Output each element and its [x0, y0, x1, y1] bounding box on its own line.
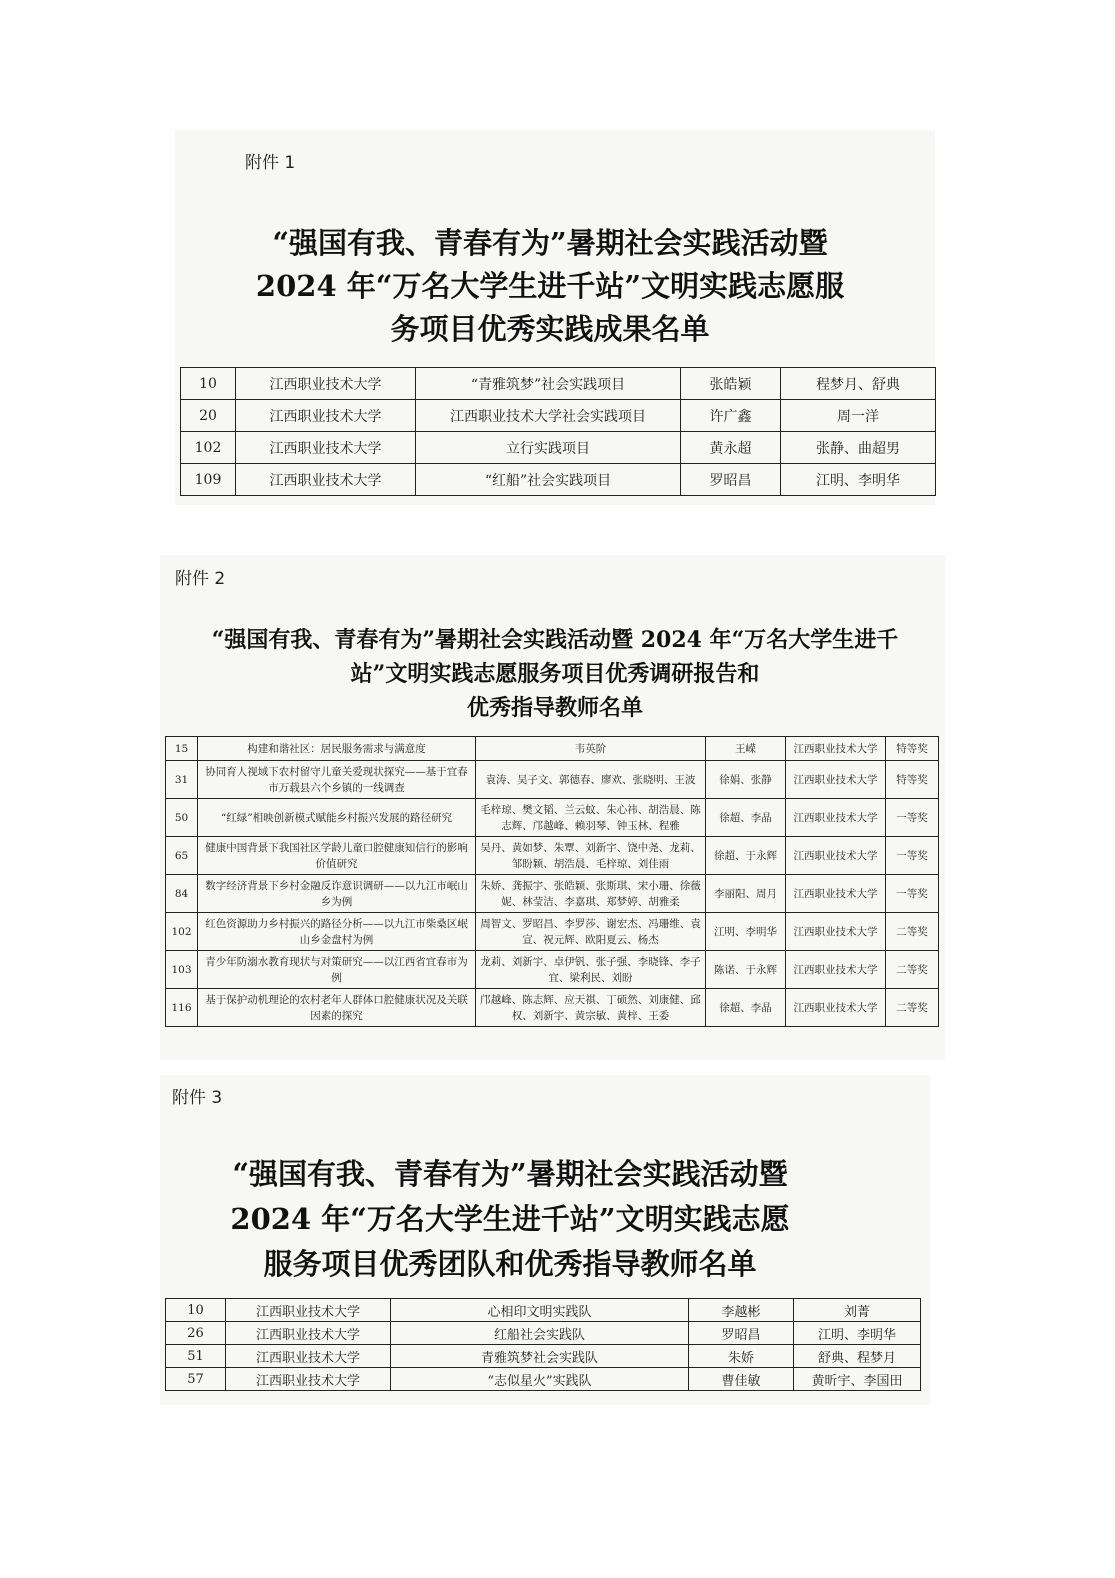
cell-leader: 罗昭昌: [681, 464, 781, 496]
attachment-3-table-body: [166, 1299, 921, 1391]
cell-school: 江西职业技术大学: [786, 737, 886, 761]
cell-no: 15: [166, 737, 198, 761]
cell-team: 红船社会实践队: [391, 1322, 689, 1345]
attachment-1-table: [180, 367, 936, 496]
cell-no: 102: [181, 432, 236, 464]
cell-team: “志似星火”实践队: [391, 1368, 689, 1391]
cell-no: 20: [181, 400, 236, 432]
cell-teachers: 徐超、李晶: [706, 989, 786, 1027]
cell-school: 江西职业技术大学: [786, 761, 886, 799]
cell-team: 青雅筑梦社会实践队: [391, 1345, 689, 1368]
cell-no: 103: [166, 951, 198, 989]
cell-leader: 许广鑫: [681, 400, 781, 432]
cell-no: 31: [166, 761, 198, 799]
attachment-1-title-line: 务项目优秀实践成果名单: [390, 312, 710, 346]
table-row: [181, 400, 936, 432]
cell-school: 江西职业技术大学: [226, 1345, 391, 1368]
cell-leader: 张皓颖: [681, 368, 781, 400]
cell-topic: 基于保护动机理论的农村老年人群体口腔健康状况及关联因素的探究: [198, 989, 476, 1027]
cell-no: 57: [166, 1368, 226, 1391]
cell-teachers: 舒典、程梦月: [794, 1345, 921, 1368]
cell-topic: 协同育人视域下农村留守儿童关爱现状探究——基于宜春市万载县六个乡镇的一线调查: [198, 761, 476, 799]
attachment-2-title: [160, 623, 950, 725]
table-row: [166, 951, 939, 989]
table-row: [181, 368, 936, 400]
attachment-1-title-line: “强国有我、青春有为”暑期社会实践活动暨: [272, 226, 828, 260]
cell-award: 二等奖: [886, 989, 939, 1027]
cell-teachers: 刘菁: [794, 1299, 921, 1322]
table-row: [166, 1345, 921, 1368]
attachment-3-title-line: 2024 年“万名大学生进千站”文明实践志愿: [230, 1202, 790, 1236]
attachment-2-label: 附件 2: [175, 569, 226, 589]
cell-school: 江西职业技术大学: [236, 368, 416, 400]
table-row: [166, 799, 939, 837]
cell-teachers: 李丽阳、周月: [706, 875, 786, 913]
table-row: [166, 989, 939, 1027]
cell-no: 26: [166, 1322, 226, 1345]
table-row: [166, 761, 939, 799]
attachment-2-title-line: 优秀指导教师名单: [466, 695, 643, 721]
cell-members: 吴丹、黄如梦、朱覃、刘新宇、饶中尧、龙莉、邹盼颖、胡浩晨、毛梓琼、刘佳雨: [476, 837, 706, 875]
cell-award: 一等奖: [886, 837, 939, 875]
attachment-2-title-line: 站”文明实践志愿服务项目优秀调研报告和: [350, 661, 760, 687]
cell-members: 龙莉、刘新宇、卓伊钒、张子强、李晓锋、李子宜、梁利民、刘盼: [476, 951, 706, 989]
cell-award: 二等奖: [886, 913, 939, 951]
cell-school: 江西职业技术大学: [786, 951, 886, 989]
cell-teachers: 徐超、李晶: [706, 799, 786, 837]
cell-teachers: 陈诺、于永辉: [706, 951, 786, 989]
cell-teachers: 周一洋: [781, 400, 936, 432]
cell-leader: 曹佳敏: [689, 1368, 794, 1391]
attachment-1-title: [180, 222, 920, 351]
cell-teachers: 江明、李明华: [781, 464, 936, 496]
cell-members: 毛梓琼、樊文韬、兰云蚊、朱心祎、胡浩晨、陈志辉、邝越峰、赖羽琴、钟玉林、程雅: [476, 799, 706, 837]
cell-leader: 朱娇: [689, 1345, 794, 1368]
cell-members: 韦英阶: [476, 737, 706, 761]
cell-teachers: 江明、李明华: [706, 913, 786, 951]
cell-school: 江西职业技术大学: [236, 400, 416, 432]
cell-members: 朱娇、龚振宇、张皓颖、张斯琪、宋小珊、徐薇妮、林莹洁、李嘉琪、郑梦婷、胡雅柔: [476, 875, 706, 913]
attachment-1-label: 附件 1: [245, 153, 296, 173]
cell-members: 袁涛、吴子文、郭德春、廖欢、张晓明、王波: [476, 761, 706, 799]
cell-award: 一等奖: [886, 799, 939, 837]
cell-teachers: 程梦月、舒典: [781, 368, 936, 400]
attachment-3-title-line: “强国有我、青春有为”暑期社会实践活动暨: [232, 1157, 788, 1191]
cell-award: 特等奖: [886, 737, 939, 761]
cell-members: 邝越峰、陈志辉、应天祺、丁硕然、刘康健、邱权、刘新宇、黄宗敏、黄梓、王委: [476, 989, 706, 1027]
cell-no: 50: [166, 799, 198, 837]
table-row: [166, 875, 939, 913]
cell-school: 江西职业技术大学: [226, 1322, 391, 1345]
attachment-2-table: [165, 736, 939, 1027]
cell-school: 江西职业技术大学: [226, 1299, 391, 1322]
table-row: [166, 1322, 921, 1345]
cell-teachers: 江明、李明华: [794, 1322, 921, 1345]
table-row: [166, 1368, 921, 1391]
cell-no: 84: [166, 875, 198, 913]
cell-leader: 李越彬: [689, 1299, 794, 1322]
cell-no: 116: [166, 989, 198, 1027]
cell-no: 102: [166, 913, 198, 951]
attachment-2-table-body: [166, 737, 939, 1027]
attachment-3-label: 附件 3: [172, 1088, 223, 1108]
cell-leader: 罗昭昌: [689, 1322, 794, 1345]
table-row: [166, 913, 939, 951]
cell-project: 立行实践项目: [416, 432, 681, 464]
cell-teachers: 黄昕宇、李国田: [794, 1368, 921, 1391]
cell-school: 江西职业技术大学: [236, 464, 416, 496]
attachment-3-title: [160, 1152, 860, 1287]
cell-no: 51: [166, 1345, 226, 1368]
cell-project: “红船”社会实践项目: [416, 464, 681, 496]
cell-teachers: 徐超、于永辉: [706, 837, 786, 875]
table-row: [181, 464, 936, 496]
table-row: [181, 432, 936, 464]
cell-school: 江西职业技术大学: [786, 799, 886, 837]
cell-topic: 健康中国背景下我国社区学龄儿童口腔健康知信行的影响价值研究: [198, 837, 476, 875]
attachment-2-title-line: “强国有我、青春有为”暑期社会实践活动暨 2024 年“万名大学生进千: [211, 627, 899, 653]
cell-school: 江西职业技术大学: [786, 989, 886, 1027]
cell-award: 特等奖: [886, 761, 939, 799]
attachment-3-table: [165, 1298, 921, 1391]
cell-topic: 数字经济背景下乡村金融反诈意识调研——以九江市岷山乡为例: [198, 875, 476, 913]
attachment-1-title-line: 2024 年“万名大学生进千站”文明实践志愿服: [255, 269, 845, 303]
cell-members: 周智文、罗昭昌、李罗莎、谢宏杰、冯珊维、袁宣、祝元辉、欧阳夏云、杨杰: [476, 913, 706, 951]
cell-topic: 红色资源助力乡村振兴的路径分析——以九江市柴桑区岷山乡金盘村为例: [198, 913, 476, 951]
cell-school: 江西职业技术大学: [786, 875, 886, 913]
attachment-3-title-line: 服务项目优秀团队和优秀指导教师名单: [263, 1247, 757, 1281]
table-row: [166, 1299, 921, 1322]
table-row: [166, 737, 939, 761]
cell-topic: 构建和谐社区：居民服务需求与满意度: [198, 737, 476, 761]
cell-team: 心相印文明实践队: [391, 1299, 689, 1322]
cell-no: 10: [181, 368, 236, 400]
cell-teachers: 王嵘: [706, 737, 786, 761]
cell-teachers: 张静、曲超男: [781, 432, 936, 464]
cell-award: 二等奖: [886, 951, 939, 989]
table-row: [166, 837, 939, 875]
cell-no: 65: [166, 837, 198, 875]
attachment-1-table-body: [181, 368, 936, 496]
cell-no: 10: [166, 1299, 226, 1322]
cell-project: 江西职业技术大学社会实践项目: [416, 400, 681, 432]
cell-topic: 青少年防溺水教育现状与对策研究——以江西省宜春市为例: [198, 951, 476, 989]
cell-award: 一等奖: [886, 875, 939, 913]
cell-no: 109: [181, 464, 236, 496]
cell-project: “青雅筑梦”社会实践项目: [416, 368, 681, 400]
cell-teachers: 徐娟、张静: [706, 761, 786, 799]
cell-topic: “红绿”相映创新模式赋能乡村振兴发展的路径研究: [198, 799, 476, 837]
cell-school: 江西职业技术大学: [236, 432, 416, 464]
cell-leader: 黄永超: [681, 432, 781, 464]
cell-school: 江西职业技术大学: [786, 913, 886, 951]
cell-school: 江西职业技术大学: [226, 1368, 391, 1391]
cell-school: 江西职业技术大学: [786, 837, 886, 875]
